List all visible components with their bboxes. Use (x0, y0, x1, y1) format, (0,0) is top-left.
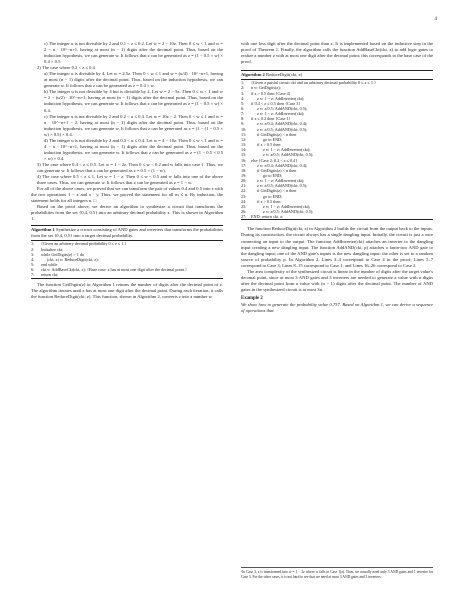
case-2a: a) The integer u is divisible by 4. Let w = 2.5z. Then 0 < w ≤ 1 and w = (u/4) · 10^−n+1, having at most (n − 1) digits after the decimal point. Thus, based on the induction hypothesis, we can generate w. It follows that z can be generated as z = 0.4 × w. (44, 71, 223, 89)
case-4: 4) The case where 0.5 < z ≤ 1. Let w = 1 − z. Then 0 ≤ w < 0.5 and w falls into one of the above three cases. Thus, we can generate w. It follows that z can be generated as z = 1 − w. (37, 174, 223, 186)
algorithm-2-lines (241, 80, 433, 219)
line-text: if z > 0.5 then (257, 142, 281, 148)
line-text: while GetDigits(z) > 1 do (41, 251, 85, 257)
line-text: go to END; (263, 136, 283, 142)
line-number: 4: (31, 256, 35, 262)
line-text: z ⇐ z/0.5; AddAND(ckt, 0.5); (263, 152, 314, 158)
example-title: Example 2 (241, 295, 263, 301)
line-text: {Given an arbitrary decimal probability 0 ≤ z ≤ 1.} (41, 241, 127, 247)
case-2c: c) The integer u is not divisible by 2 and 0.2 < u ≤ 0.3. Let w = 10z − 2. Then 0 < w ≤ 1 and w = u · 10^−n+1 − 2, having at most (n − 1) digits after the decimal point. Thus, based on the induction hypothesis, we can generate w. It follows that z can be generated as z = (1 − (1 − 0.5 × w) × 0.5) × 0.4. (44, 113, 223, 137)
line-text: if z ≤ 0.2 then {Case 1} (251, 116, 291, 122)
line-number: 3: (31, 251, 35, 257)
line-text: z ⇐ z/0.5; AddAND(ckt, 0.5); (263, 209, 314, 215)
algorithm-2-title: Algorithm 2 (241, 72, 265, 78)
line-number: 5: (31, 262, 35, 268)
line-number: 7: (31, 272, 35, 278)
line-text: if GetDigits(z) < n then (257, 167, 297, 173)
line-text: z ⇐ 1 − z; AddInverter(ckt); (257, 111, 305, 117)
getdigits-paragraph: The function GetDigits(z) in Algorithm 1 returns the number of digits after the decimal point of z. The algorithm iterates until z has at most one digit after the decimal point. During each iteration, it calls the function ReduceDigit(ckt, z). This function, shown in Algorithm 2, converts z into a number w (31, 281, 223, 299)
line-text: go to END; (263, 173, 283, 178)
line-text: if z > 0.5 then (257, 198, 281, 204)
line-text: n ⇐ GetDigits(z); (251, 85, 281, 91)
case-3: 3) The case where 0.4 < z ≤ 0.5. Let w = 1 − 2z. Then 0 ≤ w < 0.2 and w falls into case 1. Thus, we can generate w. It follows that z can be generated as z = 0.5 × (1 − w). (37, 161, 223, 173)
line-number: 9: (241, 121, 245, 127)
line-number: 4: (241, 95, 245, 101)
line-text: if 0.4 < z ≤ 0.5 then {Case 3} (251, 100, 301, 106)
line-text: z ⇐ z/0.5; AddAND(ckt, 0.5); (257, 183, 308, 189)
line-number: 12: (241, 136, 247, 142)
line-text: z ⇐ 1 − z; AddInverter(ckt); (257, 178, 305, 184)
algorithm-intro: Based on the proof above, we derive an algorithm to synthesize a circuit that transforms the probabilities from the set {0.4, 0.5} into an arbitrary decimal probability z. This is shown in Algorithm 1. (31, 204, 223, 222)
line-number: 19: (241, 173, 247, 178)
line-number: 11: (241, 131, 247, 137)
algorithm-1-header (31, 226, 223, 241)
right-column (241, 41, 433, 315)
line-text: z ⇐ 1 − z; AddInverter(ckt); (263, 147, 311, 153)
line-text: z ⇐ z/0.4; AddAND(ckt, 0.4); (257, 121, 308, 127)
line-text: end while (41, 262, 58, 268)
algorithm-2-caption: ReduceDigit(ckt, z) (266, 72, 303, 78)
line-text: z ⇐ z/0.5; AddAND(ckt, 0.5); (257, 105, 308, 111)
line-number: 25: (241, 203, 247, 209)
algorithm-1-lines (31, 241, 223, 277)
algorithm-line (241, 214, 433, 219)
page-number: 4 (434, 17, 437, 22)
example-text: We show how to generate the probability value 0.757. Based on Algorithm 1, we can derive a sequence of operations that (241, 302, 433, 314)
line-number: 15: (241, 152, 247, 158)
line-text: END: return ckt, z; (251, 214, 284, 220)
line-number: 20: (241, 178, 247, 184)
right-intro-paragraph: with one less digit after the decimal point than z. It is implemented based on the inductive step in the proof of Theorem 1. Finally, the algorithm calls the function AddBaseCkt(ckt, z) to add logic gates to realize a number z with at most one digit after the decimal point; this corresponds to the base case of the proof. (241, 41, 433, 65)
complexity-paragraph: The area complexity of the synthesized circuit is linear in the number of digits after the target value's decimal point, since at most 3 AND gates and 3 inverters are needed to generate a value with n digits after the decimal point from a value with (n − 1) digits after the decimal point. The number of AND gates in the synthesized circuit is at most 3n. (241, 268, 433, 292)
reducedigit-paragraph: The function ReduceDigit(ckt, z) in Algorithm 2 builds the circuit from the output back to the inputs. During its construction, the circuit always has a single dangling input. Initially, the circuit is just a wire connecting an input to the output. The function AddInverter(ckt) attaches an inverter to the dangling input creating a new dangling input. The function AddAND(ckt, p) attaches a fanin-two AND gate to the dangling input; one of the AND gate's inputs is the new dangling input; the other is set to a random source of probability p. In Algorithm 2, Lines 3–4 correspond to Case 4 in the proof; Lines 5–7 correspond to Case 3; Lines 8–15 correspond to Case 1; and Lines 16–26 correspond to Case 2. (241, 226, 433, 268)
line-text: z ⇐ z/0.4; AddAND(ckt, 0.4); (257, 162, 308, 168)
line-text: Initialize ckt; (41, 246, 64, 252)
line-number: 18: (241, 167, 247, 173)
line-number: 1: (241, 80, 245, 86)
line-number: 7: (241, 111, 245, 117)
line-text: z ⇐ 1 − z; AddInverter(ckt); (257, 95, 305, 101)
line-number: 27: (241, 214, 247, 220)
proof-conclusion: For all of the above cases, we proved that we can transform the pair of values 0.4 and 0.5 into z with the two operations 1 − x and x · y. Thus, we proved the statement for all m ≤ n. By induction, the statement holds for all integers n. □ (31, 186, 223, 204)
line-number: 6: (241, 105, 245, 111)
line-text: go to END; (263, 193, 283, 199)
line-number: 13: (241, 142, 247, 148)
line-number: 21: (241, 183, 247, 189)
line-text: else {Case 2: 0.2 < z ≤ 0.4} (251, 157, 298, 163)
line-text: z ⇐ z/0.5; AddAND(ckt, 0.5); (257, 126, 308, 132)
algorithm-2-header (241, 71, 433, 80)
line-text: return ckt; (41, 272, 59, 278)
line-number: 22: (241, 188, 247, 194)
algorithm-2-box (241, 70, 433, 220)
line-text: {Given a partial circuit ckt and an arbitrary decimal probability 0 ≤ z ≤ 1.} (251, 80, 377, 86)
case-1c: c) The integer u is not divisible by 2 and 0.1 < z ≤ 0.2. Let w = 2 − 10z. Then 0 ≤ w < 1 and w = 2 − u · 10^−n+1, having at most (n − 1) digits after the decimal point. Thus, based on the induction hypothesis, we can generate w. It follows that z can be generated as z = (1 − 0.5 × w) × 0.4 × 0.5. (44, 41, 223, 65)
case-2d: d) The integer u is not divisible by 2 and 0.3 < u ≤ 0.4. Let w = 4 − 10z. Then 0 ≤ w < 1 and w = 4 − u · 10^−n+1, having at most (n − 1) digits after the decimal point. Thus, based on the induction hypothesis, we can generate w. It follows that z can be generated as z = (1 − 0.5 × 0.5 × w) × 0.4. (44, 137, 223, 161)
line-number: 8: (241, 116, 245, 122)
line-number: 14: (241, 147, 247, 153)
case-2-heading: 2) The case where 0.2 < z ≤ 0.4. (37, 65, 96, 71)
line-number: 2: (31, 246, 35, 252)
line-text: (ckt, z) ⇐ ReduceDigit(ckt, z); (47, 256, 99, 262)
line-number: 17: (241, 162, 247, 168)
algorithm-1-caption: Synthesize a circuit consisting of AND gates and inverters that transforms the probabilities from the set {0.4, 0.5} into a target decimal probability. (31, 227, 223, 239)
line-text: if GetDigits(z) < n then (257, 188, 297, 194)
line-number: 2: (241, 85, 245, 91)
algorithm-line (31, 272, 223, 277)
line-number: 10: (241, 126, 247, 132)
line-text: if GetDigits(z) < n then (257, 131, 297, 137)
line-number: 16: (241, 157, 247, 163)
line-number: 24: (241, 198, 247, 204)
algorithm-1-box (31, 225, 223, 278)
line-number: 6: (31, 267, 35, 273)
footnote: ¹In Case 3, z is transformed into w = 1 − 2z where w falls in Case 1(a). Thus, we actually need only 3 AND gates and 1 inverter for Case 3. For the other cases, it is not hard to see that we need at most 3 AND gates and 3 inverters. (241, 567, 433, 579)
algorithm-1-title: Algorithm 1 (31, 227, 55, 233)
line-number: 23: (241, 193, 247, 199)
line-number: 26: (241, 209, 247, 215)
line-text: if z > 0.5 then {Case 4} (251, 90, 291, 96)
line-text: z ⇐ 1 − z; AddInverter(ckt); (263, 203, 311, 209)
line-number: 5: (241, 100, 245, 106)
line-number: 1: (31, 241, 35, 247)
line-number: 3: (241, 90, 245, 96)
left-column (31, 41, 223, 300)
line-text: ckt ⇐ AddBaseCkt(ckt, z); {Base case: z has at most one digit after the decimal point.} (41, 267, 188, 273)
case-2b: b) The integer u is not divisible by 4 but is divisible by 2. Let w = 2 − 5z. Then 0 ≤ w < 1 and w = 2 − (u/2) · 10^−n+1, having at most (n − 1) digits after the decimal point. Thus, based on the induction hypothesis, we can generate w. It follows that z can be generated as z = (1 − 0.5 × w) × 0.4. (44, 89, 223, 113)
